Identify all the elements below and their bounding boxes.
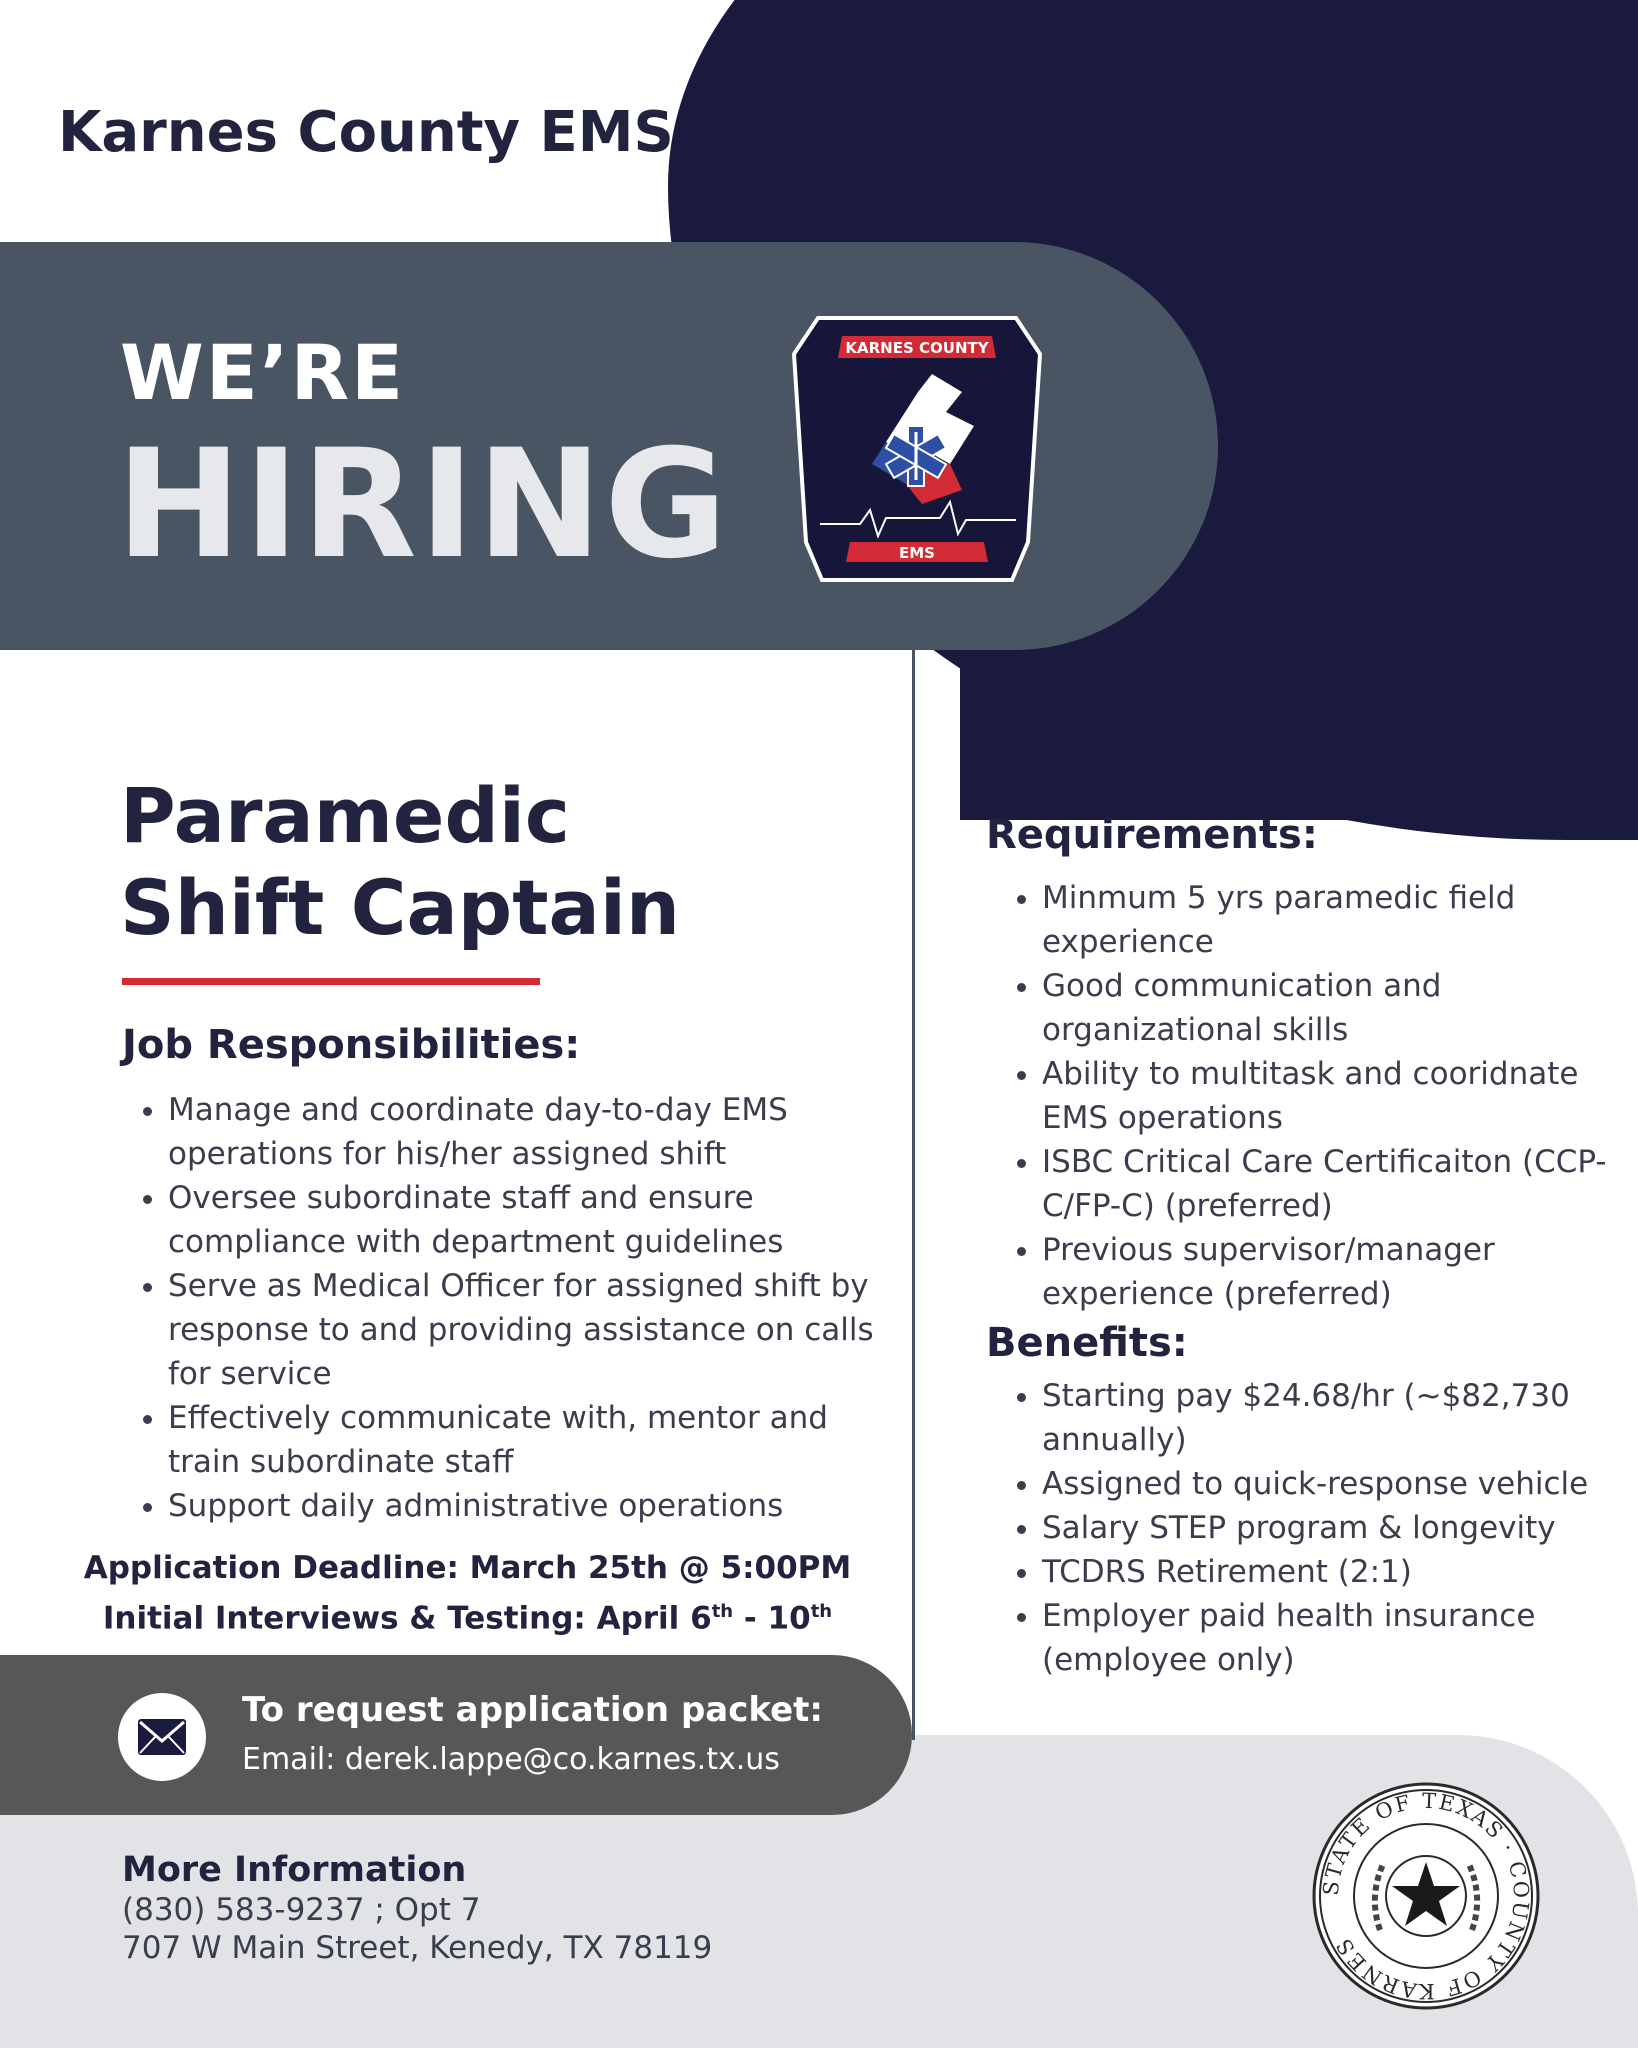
list-item: • Salary STEP program & longevity (1042, 1506, 1638, 1550)
responsibilities-heading: Job Responsibilities: (122, 1022, 581, 1068)
responsibilities-list (124, 1088, 908, 1528)
logo-top-text: KARNES COUNTY (845, 339, 989, 357)
job-title-line1: Paramedic (120, 771, 570, 860)
org-name: Karnes County EMS (58, 100, 674, 165)
deadlines (0, 1546, 935, 1640)
envelope-icon (136, 1717, 188, 1757)
seal-text: STATE OF TEXAS · COUNTY OF KARNES (1318, 1788, 1534, 2004)
list-item: • Oversee subordinate staff and ensure compliance with department guidelines (168, 1176, 908, 1264)
list-item: • Minmum 5 yrs paramedic field experience (1042, 876, 1622, 964)
hero-line-hiring: HIRING (116, 418, 730, 592)
list-item: • Effectively communicate with, mentor and train subordinate staff (168, 1396, 908, 1484)
county-seal (1310, 1780, 1542, 2012)
more-info-phone: (830) 583-9237 ; Opt 7 (122, 1892, 481, 1928)
list-item: • Assigned to quick-response vehicle (1042, 1462, 1638, 1506)
list-item: • Serve as Medical Officer for assigned shift by response to and providing assistance on calls for service (168, 1264, 908, 1396)
envelope-icon-badge (118, 1693, 206, 1781)
benefits-list (998, 1374, 1638, 1682)
requirements-heading: Requirements: (986, 812, 1318, 858)
more-info-heading: More Information (122, 1850, 467, 1890)
job-title-line2: Shift Captain (120, 863, 680, 952)
application-deadline: Application Deadline: March 25th @ 5:00PM (83, 1550, 852, 1586)
title-underline (122, 978, 540, 985)
hero-line-were: WE’RE (120, 328, 406, 417)
contact-email[interactable]: Email: derek.lappe@co.karnes.tx.us (242, 1742, 780, 1777)
logo-bottom-text: EMS (899, 544, 935, 562)
benefits-heading: Benefits: (986, 1320, 1188, 1366)
list-item: • Starting pay $24.68/hr (~$82,730 annually) (1042, 1374, 1638, 1462)
list-item: • TCDRS Retirement (2:1) (1042, 1550, 1638, 1594)
list-item: • Ability to multitask and cooridnate EMS operations (1042, 1052, 1622, 1140)
list-item: • Manage and coordinate day-to-day EMS operations for his/her assigned shift (168, 1088, 908, 1176)
list-item: • ISBC Critical Care Certificaiton (CCP-C/FP-C) (preferred) (1042, 1140, 1622, 1228)
list-item: • Support daily administrative operations (168, 1484, 908, 1528)
job-title (120, 770, 680, 954)
list-item: • Previous supervisor/manager experience (preferred) (1042, 1228, 1622, 1316)
ems-logo (790, 314, 1044, 584)
list-item: • Good communication and organizational skills (1042, 964, 1622, 1052)
requirements-list (998, 876, 1622, 1316)
more-info-address: 707 W Main Street, Kenedy, TX 78119 (122, 1930, 713, 1966)
list-item: • Employer paid health insurance (employee only) (1042, 1594, 1638, 1682)
interview-dates: Initial Interviews & Testing: April 6th - 10th (102, 1600, 833, 1637)
contact-heading: To request application packet: (242, 1690, 824, 1730)
